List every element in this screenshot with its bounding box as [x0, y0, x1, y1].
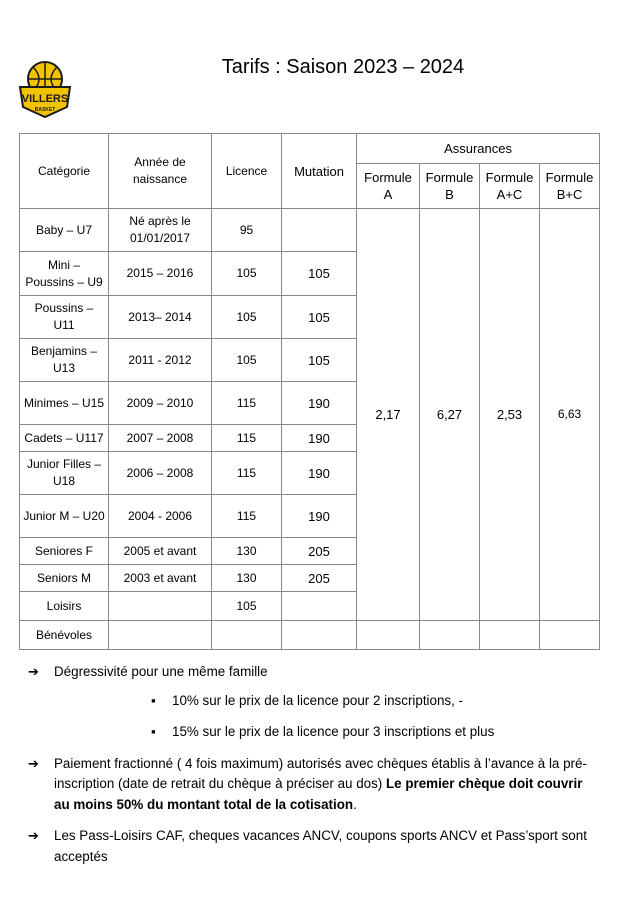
header-categorie: Catégorie	[20, 134, 109, 209]
cell-annee: 2004 - 2006	[109, 495, 212, 538]
table-header-row	[20, 134, 600, 164]
cell-annee: 2006 – 2008	[109, 452, 212, 495]
note-text: Paiement fractionné ( 4 fois maximum) autorisés avec chèques établis à l’avance à la pré-inscription (date de retrait du chèque à préciser au dos)	[54, 755, 587, 791]
cell-annee: 2003 et avant	[109, 565, 212, 592]
cell-licence: 105	[212, 339, 282, 382]
header-annee: Année de naissance	[109, 134, 212, 209]
cell-assurance-b: 6,27	[420, 209, 480, 621]
cell-licence: 105	[212, 296, 282, 339]
cell-categorie: Baby – U7	[20, 209, 109, 252]
cell-licence: 130	[212, 565, 282, 592]
bullet-icon: ▪	[151, 724, 156, 739]
cell-mutation: 105	[282, 252, 357, 296]
arrow-icon: ➔	[28, 664, 39, 679]
header-licence: Licence	[212, 134, 282, 209]
cell-licence: 105	[212, 252, 282, 296]
cell-mutation: 190	[282, 382, 357, 425]
arrow-icon: ➔	[28, 828, 39, 843]
cell-assurance-empty	[480, 621, 540, 650]
cell-annee: 2009 – 2010	[109, 382, 212, 425]
cell-annee: 2011 - 2012	[109, 339, 212, 382]
list-item	[54, 691, 598, 712]
list-item-text: 15% sur le prix de la licence pour 3 inscriptions et plus	[172, 724, 495, 739]
header-formule-b: Formule B	[420, 164, 480, 209]
list-item-text: 10% sur le prix de la licence pour 2 inscriptions, -	[172, 692, 464, 708]
cell-assurance-bc: 6,63	[540, 209, 600, 621]
table-row	[20, 621, 600, 650]
cell-mutation: 190	[282, 425, 357, 452]
cell-categorie: Bénévoles	[20, 621, 109, 650]
cell-assurance-a: 2,17	[357, 209, 420, 621]
cell-annee	[109, 621, 212, 650]
cell-categorie: Poussins – U11	[20, 296, 109, 339]
note-text: Les Pass-Loisirs CAF, cheques vacances ANCV, coupons sports ANCV et Pass’sport sont acceptés	[54, 828, 587, 864]
header-formule-a: Formule A	[357, 164, 420, 209]
note-degressivite	[28, 662, 598, 743]
cell-annee: 2005 et avant	[109, 538, 212, 565]
header-assurances: Assurances	[357, 134, 600, 164]
cell-licence: 105	[212, 592, 282, 621]
cell-licence: 130	[212, 538, 282, 565]
cell-annee: 2015 – 2016	[109, 252, 212, 296]
degressivite-sublist	[54, 691, 598, 743]
note-text-end: .	[353, 796, 357, 812]
cell-mutation: 105	[282, 339, 357, 382]
cell-categorie: Junior Filles – U18	[20, 452, 109, 495]
cell-mutation: 190	[282, 452, 357, 495]
note-text: Dégressivité pour une même famille	[54, 664, 268, 679]
header-mutation: Mutation	[282, 134, 357, 209]
cell-licence: 95	[212, 209, 282, 252]
cell-licence: 115	[212, 452, 282, 495]
cell-mutation: 190	[282, 495, 357, 538]
cell-mutation	[282, 209, 357, 252]
cell-mutation	[282, 621, 357, 650]
cell-annee: 2013– 2014	[109, 296, 212, 339]
page-title: Tarifs : Saison 2023 – 2024	[221, 56, 465, 78]
cell-assurance-empty	[420, 621, 480, 650]
cell-licence	[212, 621, 282, 650]
cell-assurance-ac: 2,53	[480, 209, 540, 621]
note-bold-text: Le premier chèque doit couvrir au moins 50% du montant total de la cotisation	[54, 776, 583, 812]
cell-assurance-empty	[357, 621, 420, 650]
cell-assurance-empty	[540, 621, 600, 650]
cell-licence: 115	[212, 382, 282, 425]
cell-categorie: Seniors M	[20, 565, 109, 592]
cell-licence: 115	[212, 495, 282, 538]
table-row	[20, 209, 600, 252]
cell-categorie: Junior M – U20	[20, 495, 109, 538]
cell-annee	[109, 592, 212, 621]
cell-mutation: 205	[282, 565, 357, 592]
arrow-icon: ➔	[28, 755, 39, 771]
cell-categorie: Benjamins – U13	[20, 339, 109, 382]
cell-categorie: Cadets – U117	[20, 425, 109, 452]
cell-annee: Né après le 01/01/2017	[109, 209, 212, 252]
cell-mutation: 105	[282, 296, 357, 339]
list-item	[54, 722, 598, 743]
cell-licence: 115	[212, 425, 282, 452]
cell-annee: 2007 – 2008	[109, 425, 212, 452]
cell-mutation	[282, 592, 357, 621]
header-formule-ac: Formule A+C	[480, 164, 540, 209]
cell-categorie: Seniores F	[20, 538, 109, 565]
cell-mutation: 205	[282, 538, 357, 565]
tarifs-table	[19, 133, 600, 650]
note-paiement	[28, 754, 598, 816]
bullet-icon: ▪	[151, 692, 156, 708]
logo-subtext: BASKET	[34, 107, 56, 113]
notes-list	[28, 662, 598, 878]
note-pass	[28, 826, 598, 867]
header-formule-bc: Formule B+C	[540, 164, 600, 209]
cell-categorie: Mini – Poussins – U9	[20, 252, 109, 296]
cell-categorie: Minimes – U15	[20, 382, 109, 425]
cell-categorie: Loisirs	[20, 592, 109, 621]
logo-text: VILLERS	[21, 93, 69, 105]
